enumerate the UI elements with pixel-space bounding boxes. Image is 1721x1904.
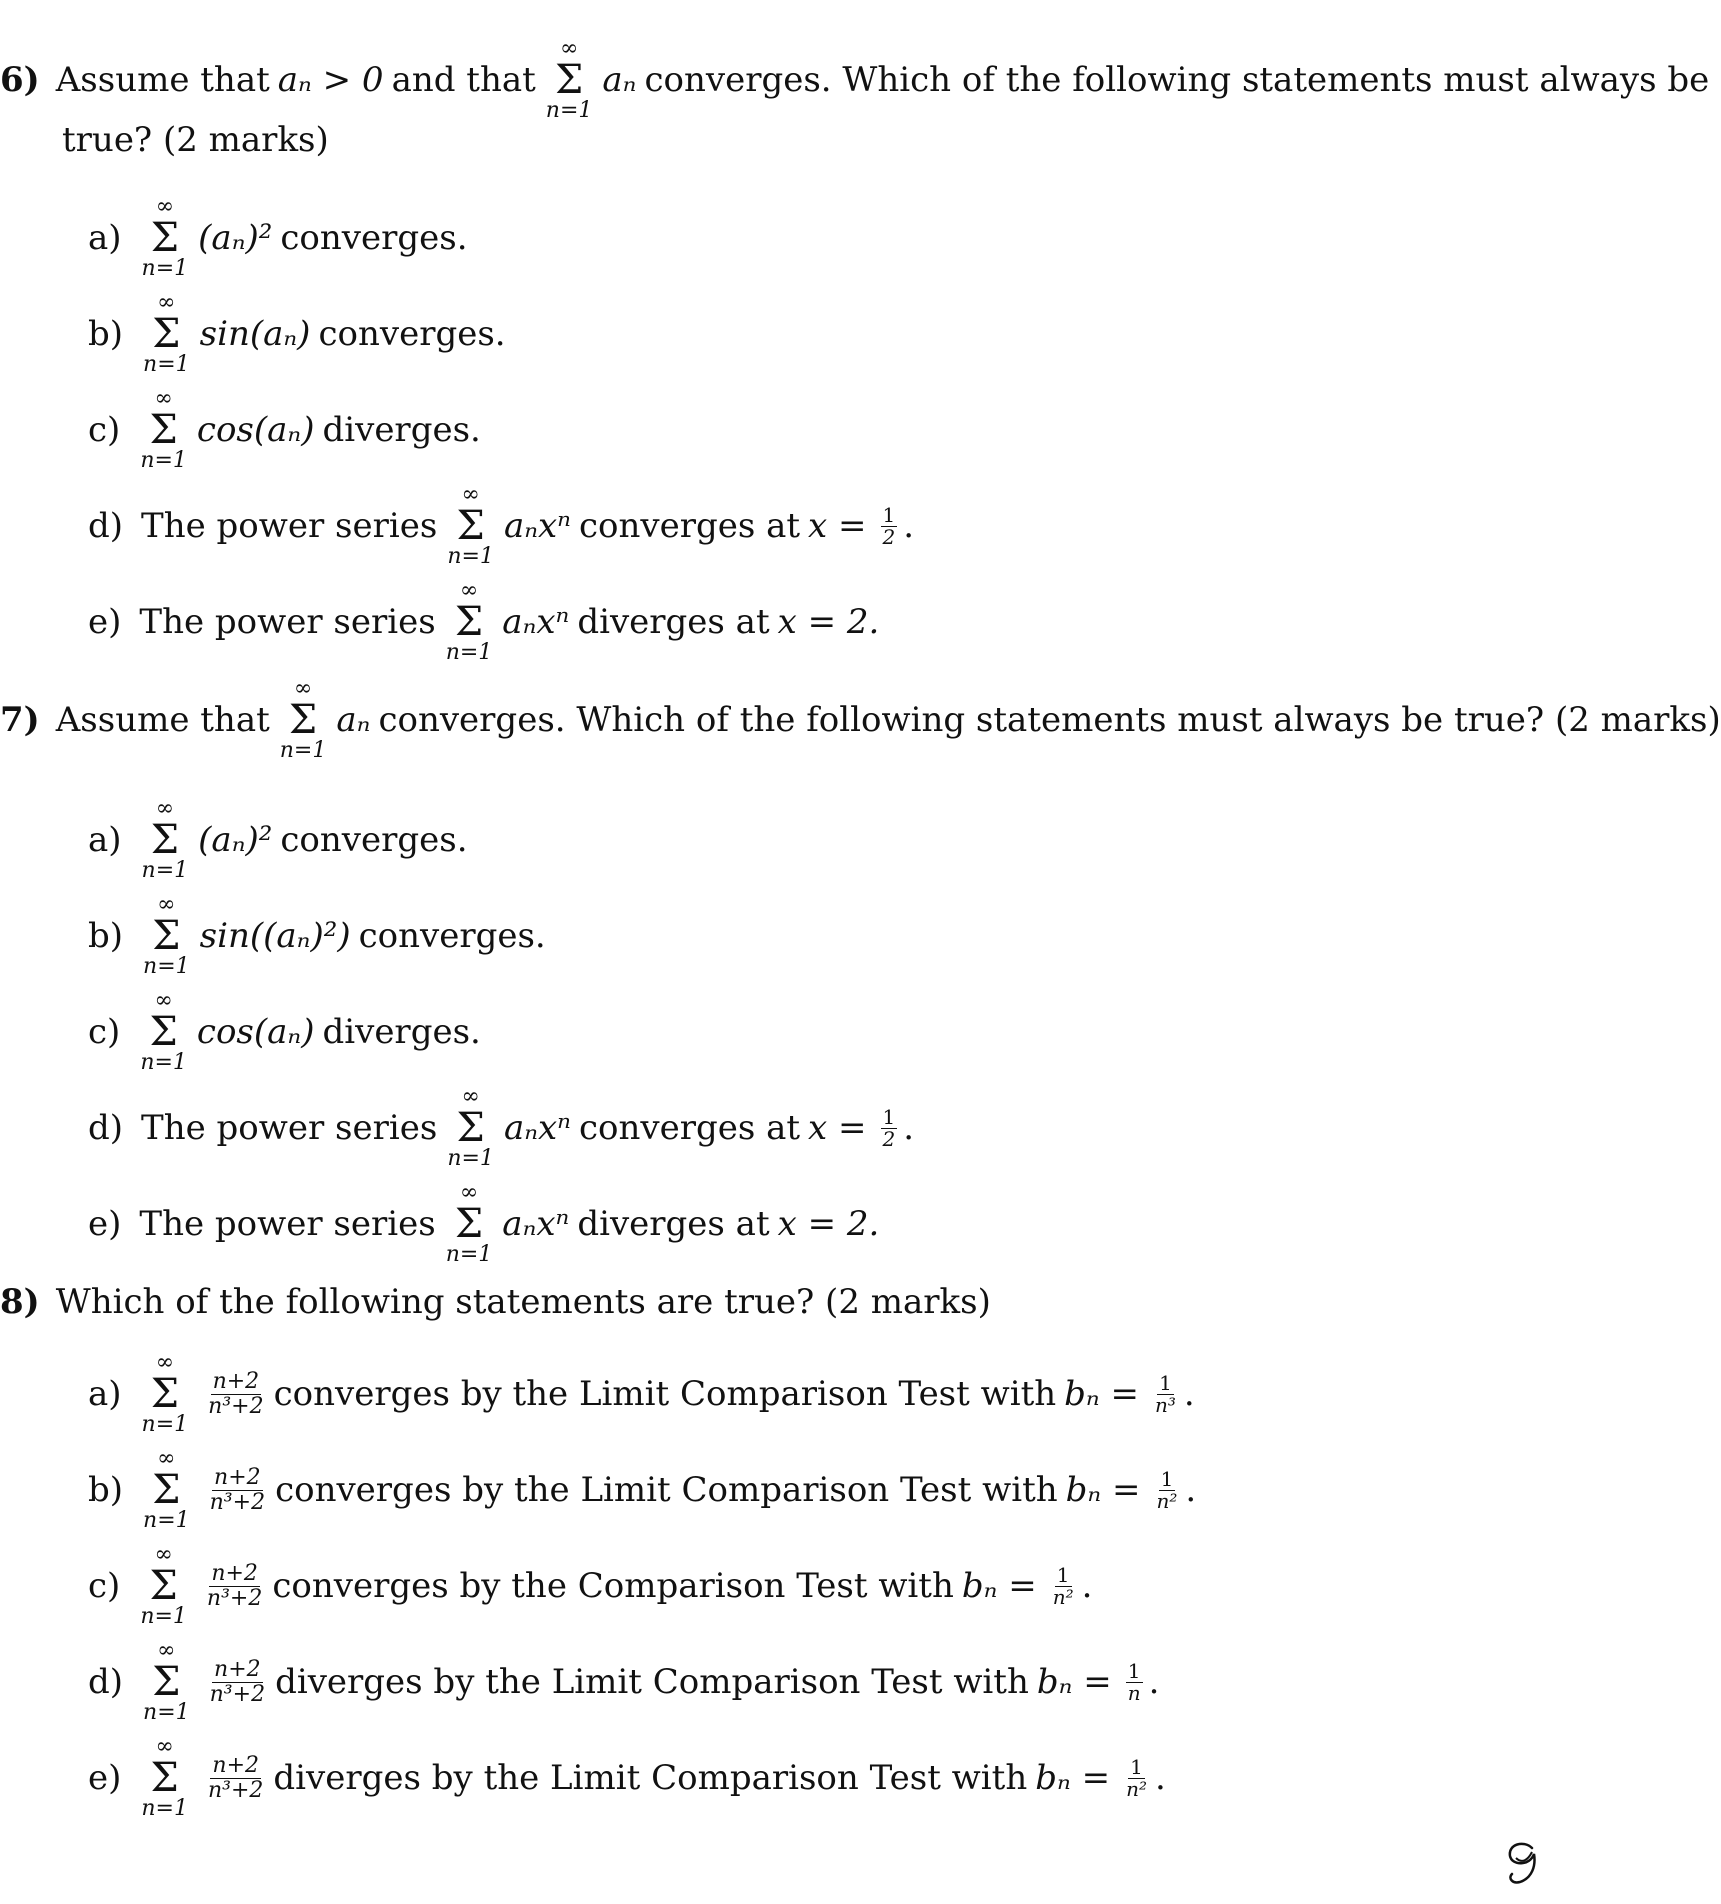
option-a: [88, 798, 468, 882]
math-expr: x =: [808, 1108, 867, 1148]
option-label: d): [88, 506, 124, 546]
option-label: c): [88, 410, 121, 450]
option-label: e): [88, 602, 122, 642]
math-expr: x = 2.: [777, 1204, 880, 1244]
option-d: d) ∞ Σ n=1 $\frac{n+2}{\text{n³+2}}$ diverges by the Limit Comparison Test with bₙ = $\frac{1}{n}$ .: [88, 1638, 1160, 1725]
option-text: The power series: [139, 1204, 436, 1244]
math-expr: x =: [808, 506, 867, 546]
option-b: [88, 292, 506, 376]
option-text: The power series: [139, 602, 436, 642]
fraction: $\frac{1}{\text{n²}}$: [1052, 1562, 1074, 1609]
math-expr: bₙ =: [961, 1566, 1037, 1606]
option-text: converges.: [358, 916, 546, 956]
question-6-header: [0, 38, 1709, 122]
question-text: Assume that: [55, 700, 270, 740]
option-text: converges.: [318, 314, 506, 354]
option-label: c): [88, 1012, 121, 1052]
fraction: $\frac{n+2}{\text{n³+2}}$: [209, 1657, 266, 1707]
summation: ∞ Σ n=1: [143, 290, 190, 377]
option-a: a) ∞ Σ n=1 $\frac{n+2}{\text{n³+2}}$ converges by the Limit Comparison Test with bₙ = $\frac{1}{\text{n³}}$ .: [88, 1350, 1195, 1437]
option-text: The power series: [141, 1108, 438, 1148]
option-label: b): [88, 916, 124, 956]
math-expr: x = 2.: [777, 602, 880, 642]
fraction: $\frac{n+2}{\text{n³+2}}$: [208, 1369, 264, 1419]
summation: ∞ Σ n=1: [143, 1446, 190, 1533]
question-text: and that: [391, 60, 536, 100]
summation: ∞ Σ n=1: [279, 676, 327, 763]
fraction: $\frac{1}{2}$: [882, 1104, 896, 1151]
summation: ∞ Σ n=1: [447, 482, 494, 569]
math-term: sin(aₙ): [199, 314, 311, 354]
option-label: a): [88, 1374, 122, 1414]
summation: ∞ Σ n=1: [141, 1734, 188, 1821]
question-number: 6): [0, 60, 40, 100]
option-d: [88, 484, 914, 568]
option-text: converges at: [578, 506, 801, 546]
math-term: aₙxⁿ: [503, 1108, 571, 1148]
math-term: cos(aₙ): [196, 1012, 315, 1052]
summation: ∞ Σ n=1: [141, 796, 189, 883]
option-text: diverges at: [577, 1204, 770, 1244]
math-term: aₙxⁿ: [502, 1204, 570, 1244]
fraction: $\frac{1}{n}$: [1127, 1658, 1141, 1705]
option-b: [88, 894, 546, 978]
fraction: $\frac{n+2}{\text{n³+2}}$: [206, 1561, 263, 1611]
question-6-wrap: true? (2 marks): [62, 120, 329, 160]
option-c: c) ∞ Σ n=1 $\frac{n+2}{\text{n³+2}}$ converges by the Comparison Test with bₙ = $\frac{1}{\text{n²}}$ .: [88, 1542, 1093, 1629]
option-text: converges by the Comparison Test with: [272, 1566, 954, 1606]
option-b: b) ∞ Σ n=1 $\frac{n+2}{\text{n³+2}}$ converges by the Limit Comparison Test with bₙ = $\frac{1}{\text{n²}}$ .: [88, 1446, 1197, 1533]
option-text: diverges.: [322, 410, 481, 450]
summation: ∞ Σ n=1: [447, 1084, 494, 1171]
option-label: d): [88, 1108, 124, 1148]
option-label: a): [88, 218, 122, 258]
math-term: cos(aₙ): [196, 410, 315, 450]
question-number: 8): [0, 1282, 40, 1322]
math-term: aₙxⁿ: [502, 602, 570, 642]
fraction: $\frac{n+2}{\text{n³+2}}$: [209, 1465, 266, 1515]
option-text: The power series: [141, 506, 438, 546]
option-label: c): [88, 1566, 121, 1606]
option-label: e): [88, 1204, 122, 1244]
fraction: $\frac{1}{\text{n²}}$: [1156, 1466, 1178, 1513]
fraction: $\frac{1}{2}$: [882, 502, 896, 549]
question-text: Which of the following statements are true? (2 marks): [55, 1282, 991, 1322]
option-text: converges by the Limit Comparison Test with: [275, 1470, 1058, 1510]
option-text: converges at: [578, 1108, 801, 1148]
fraction: $\frac{n+2}{\text{n³+2}}$: [208, 1753, 264, 1803]
option-a: [88, 196, 468, 280]
math-expr: bₙ =: [1035, 1758, 1111, 1798]
option-text: converges.: [280, 820, 468, 860]
option-text: converges.: [280, 218, 468, 258]
summation: ∞ Σ n=1: [140, 1542, 187, 1629]
option-text: diverges by the Limit Comparison Test with: [275, 1662, 1029, 1702]
summation: ∞ Σ n=1: [545, 36, 593, 123]
math-term: aₙ: [336, 700, 371, 740]
option-label: d): [88, 1662, 124, 1702]
option-e: e) ∞ Σ n=1 $\frac{n+2}{\text{n³+2}}$ diverges by the Limit Comparison Test with bₙ = $\frac{1}{\text{n²}}$ .: [88, 1734, 1166, 1821]
option-text: diverges.: [322, 1012, 481, 1052]
option-text: diverges at: [577, 602, 770, 642]
option-label: b): [88, 1470, 124, 1510]
summation: ∞ Σ n=1: [141, 1350, 189, 1437]
math-term: (aₙ)²: [198, 820, 273, 860]
option-c: [88, 388, 481, 472]
math-expr: bₙ =: [1036, 1662, 1112, 1702]
question-7-header: [0, 678, 1721, 762]
option-e: [88, 1182, 887, 1266]
summation: ∞ Σ n=1: [445, 1180, 493, 1267]
option-d: [88, 1086, 914, 1170]
option-e: [88, 580, 887, 664]
math-term: aₙxⁿ: [503, 506, 571, 546]
option-c: [88, 990, 481, 1074]
question-8-header: [0, 1282, 991, 1322]
handwritten-nine-icon: [1502, 1838, 1546, 1888]
summation: ∞ Σ n=1: [140, 386, 187, 473]
question-text: converges. Which of the following statements must always be true? (2 marks): [378, 700, 1721, 740]
handwritten-mark: [1502, 1838, 1546, 1897]
option-label: e): [88, 1758, 122, 1798]
question-text: converges. Which of the following statements must always be: [644, 60, 1710, 100]
summation: ∞ Σ n=1: [445, 578, 493, 665]
math-term: sin((aₙ)²): [199, 916, 351, 956]
fraction: $\frac{1}{\text{n²}}$: [1126, 1754, 1147, 1801]
summation: ∞ Σ n=1: [140, 988, 187, 1075]
option-text: diverges by the Limit Comparison Test with: [273, 1758, 1028, 1798]
summation: ∞ Σ n=1: [143, 1638, 190, 1725]
math-condition: aₙ > 0: [277, 60, 384, 100]
question-number: 7): [0, 700, 40, 740]
math-term: (aₙ)²: [198, 218, 273, 258]
summation: ∞ Σ n=1: [143, 892, 190, 979]
option-label: a): [88, 820, 122, 860]
punctuation: .: [903, 506, 915, 546]
math-term: aₙ: [602, 60, 637, 100]
option-text: converges by the Limit Comparison Test with: [273, 1374, 1057, 1414]
math-expr: bₙ =: [1064, 1374, 1139, 1414]
summation: ∞ Σ n=1: [141, 194, 189, 281]
punctuation: .: [903, 1108, 915, 1148]
math-expr: bₙ =: [1065, 1470, 1141, 1510]
fraction: $\frac{1}{\text{n³}}$: [1155, 1370, 1176, 1417]
question-text: Assume that: [55, 60, 270, 100]
option-label: b): [88, 314, 124, 354]
